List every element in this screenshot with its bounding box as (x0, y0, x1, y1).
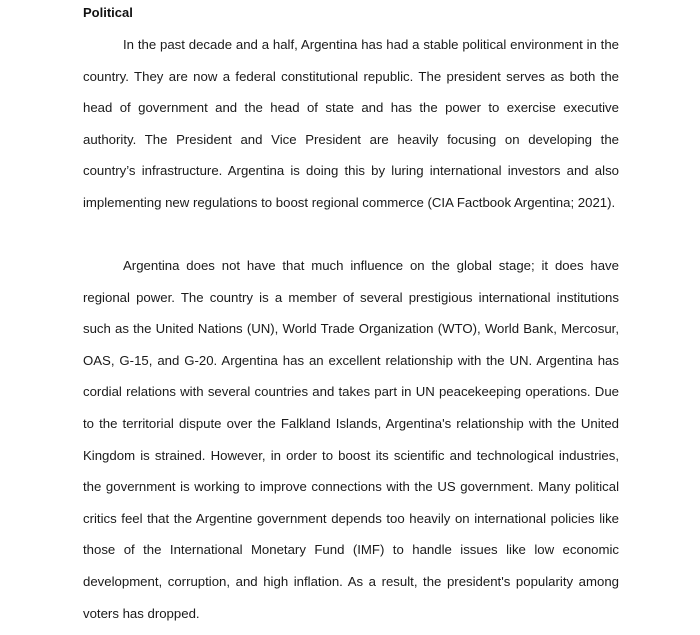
paragraph-global-influence: Argentina does not have that much influence on the global stage; it does have regional power. The country is a member of several prestigious international institutions such as the United Nations (UN), World Trade Organization (WTO), World Bank, Mercosur, OAS, G-15, and G-20. Argentina has an excellent relationship with the UN. Argentina has cordial relations with several countries and takes part in UN peacekeeping operations. Due to the territorial dispute over the Falkland Islands, Argentina's relationship with the United Kingdom is strained. However, in order to boost its scientific and technological industries, the government is working to improve connections with the US government. Many political critics feel that the Argentine government depends too heavily on international policies like those of the International Monetary Fund (IMF) to handle issues like low economic development, corruption, and high inflation. As a result, the president's popularity among voters has dropped. (83, 258, 619, 621)
section-heading: Political (83, 5, 133, 20)
paragraph-stable-environment: In the past decade and a half, Argentina has had a stable political environment in the country. They are now a federal constitutional republic. The president serves as both the head of government and the head of state and has the power to exercise executive authority. The President and Vice President are heavily focusing on developing the country’s infrastructure. Argentina is doing this by luring international investors and also implementing new regulations to boost regional commerce (CIA Factbook Argentina; 2021). (83, 37, 619, 210)
